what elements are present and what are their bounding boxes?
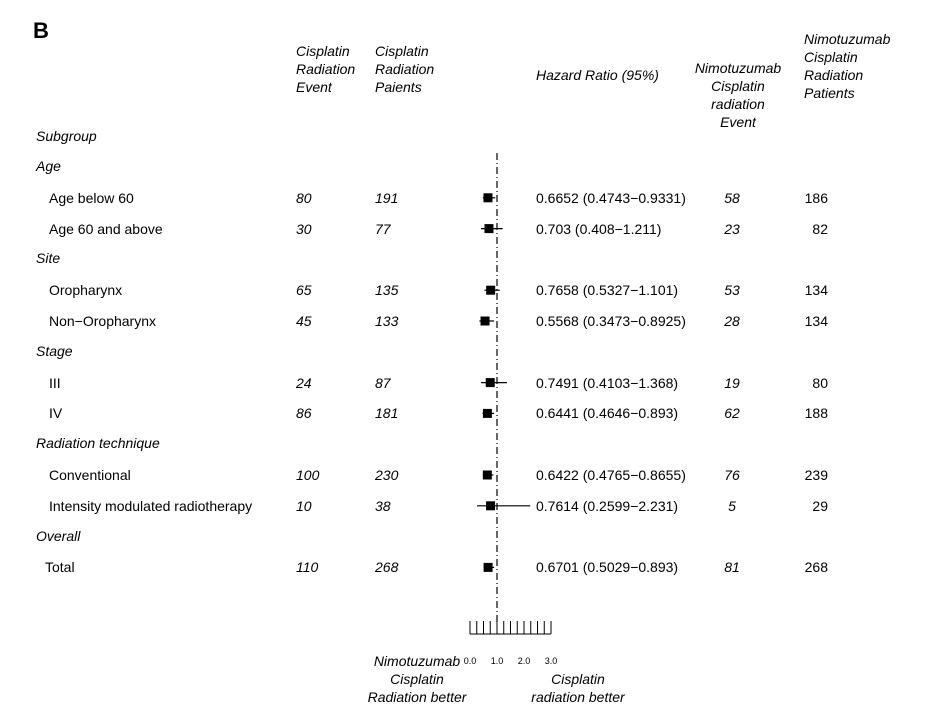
header-line: Cisplatin — [375, 43, 429, 59]
hazard-ratio-ci: 0.7614 (0.2599−2.231) — [536, 497, 679, 514]
cisplatin-event: 65 — [296, 282, 312, 299]
point-estimate — [486, 286, 495, 295]
header-line: Cisplatin — [804, 49, 858, 65]
nimotuzumab-patients: 134 — [804, 313, 828, 329]
nimotuzumab-patients: 82 — [812, 220, 828, 237]
subgroup-name: Oropharynx — [49, 282, 123, 299]
nimotuzumab-event: 76 — [724, 467, 740, 483]
header-line: Cisplatin — [711, 78, 765, 94]
nimotuzumab-patients: 134 — [804, 282, 828, 299]
group-label: Stage — [36, 342, 73, 359]
hazard-ratio-ci: 0.6422 (0.4765−0.8655) — [536, 467, 686, 483]
footer-line: Cisplatin — [390, 671, 444, 687]
point-estimate — [483, 471, 492, 480]
point-estimate — [481, 317, 490, 326]
subgroup-name: Total — [45, 559, 75, 576]
cisplatin-patients: 230 — [375, 467, 399, 483]
cisplatin-patients: 77 — [375, 220, 391, 237]
nimotuzumab-event: 28 — [724, 313, 740, 329]
hazard-ratio-ci: 0.6441 (0.4646−0.893) — [536, 405, 679, 422]
group-label: Site — [36, 250, 61, 267]
cisplatin-patients: 38 — [375, 497, 391, 514]
nimotuzumab-patients: 268 — [804, 559, 828, 576]
point-estimate — [486, 378, 495, 387]
cisplatin-patients: 133 — [375, 313, 399, 329]
footer-line: Radiation better — [367, 689, 467, 705]
header-line: Radiation — [375, 61, 435, 77]
footer-line: Nimotuzumab — [373, 653, 461, 669]
subgroup-name: Age below 60 — [49, 189, 134, 206]
header-line: radiation — [711, 96, 765, 112]
hazard-ratio-ci: 0.703 (0.408−1.211) — [536, 220, 662, 237]
point-estimate — [483, 409, 492, 418]
cisplatin-patients: 268 — [375, 559, 399, 576]
subgroup-name: Conventional — [49, 467, 131, 483]
cisplatin-event: 45 — [296, 313, 312, 329]
hazard-ratio-ci: 0.6701 (0.5029−0.893) — [536, 559, 679, 576]
footer-line: radiation better — [531, 689, 625, 705]
subgroup-name: IV — [49, 405, 63, 422]
group-label: Radiation technique — [36, 435, 160, 452]
x-tick-label: 3.0 — [544, 656, 558, 666]
group-label: Overall — [36, 527, 81, 544]
cisplatin-event: 24 — [296, 374, 312, 391]
header-hazard-ratio: Hazard Ratio (95%) — [536, 67, 659, 83]
point-estimate — [484, 563, 493, 572]
hazard-ratio-ci: 0.7658 (0.5327−1.101) — [536, 282, 679, 299]
label-nimotuzumab-better — [355, 652, 479, 706]
nimotuzumab-patients: 186 — [804, 189, 828, 206]
header-line: Event — [720, 114, 756, 130]
hazard-ratio-ci: 0.6652 (0.4743−0.9331) — [536, 189, 686, 206]
nimotuzumab-event: 19 — [724, 374, 740, 391]
nimotuzumab-event: 23 — [724, 220, 740, 237]
x-tick-label: 2.0 — [517, 656, 531, 666]
subgroup-name: Intensity modulated radiotherapy — [49, 497, 253, 514]
subgroup-label: Subgroup — [36, 128, 97, 144]
nimotuzumab-event: 58 — [724, 189, 740, 206]
header-line: Nimotuzumab — [694, 60, 782, 76]
header-line: Radiation — [296, 61, 356, 77]
nimotuzumab-event: 81 — [724, 559, 740, 576]
cisplatin-event: 100 — [296, 467, 320, 483]
point-estimate — [483, 193, 492, 202]
header-line: Nimotuzumab — [804, 31, 891, 47]
cisplatin-event: 110 — [296, 559, 319, 576]
point-estimate — [484, 224, 493, 233]
header-line: Radiation — [804, 67, 864, 83]
nimotuzumab-event: 53 — [724, 282, 740, 299]
subgroup-name: III — [49, 374, 61, 391]
label-cisplatin-better — [518, 670, 638, 706]
cisplatin-event: 80 — [296, 189, 312, 206]
nimotuzumab-event: 62 — [724, 405, 740, 422]
hazard-ratio-ci: 0.7491 (0.4103−1.368) — [536, 374, 679, 391]
nimotuzumab-event: 5 — [728, 497, 736, 514]
cisplatin-patients: 181 — [375, 405, 399, 422]
nimotuzumab-patients: 29 — [812, 497, 828, 514]
cisplatin-patients: 191 — [375, 189, 399, 206]
group-label: Age — [36, 158, 61, 174]
cisplatin-patients: 87 — [375, 374, 391, 391]
header-line: Cisplatin — [296, 43, 350, 59]
cisplatin-event: 10 — [296, 497, 312, 514]
hazard-ratio-ci: 0.5568 (0.3473−0.8925) — [536, 313, 686, 329]
subgroup-name: Non−Oropharynx — [49, 313, 157, 329]
header-line: Patients — [804, 85, 855, 101]
x-tick-label: 0.0 — [463, 656, 477, 666]
panel-label: B — [33, 18, 49, 43]
header-line: Paients — [375, 79, 422, 95]
nimotuzumab-patients: 80 — [812, 374, 828, 391]
nimotuzumab-patients: 239 — [804, 467, 828, 483]
cisplatin-event: 30 — [296, 220, 312, 237]
point-estimate — [486, 501, 495, 510]
cisplatin-patients: 135 — [375, 282, 399, 299]
cisplatin-event: 86 — [296, 405, 312, 422]
subgroup-name: Age 60 and above — [49, 220, 163, 237]
x-tick-label: 1.0 — [490, 656, 504, 666]
footer-line: Cisplatin — [551, 671, 605, 687]
nimotuzumab-patients: 188 — [804, 405, 828, 422]
header-line: Event — [296, 79, 332, 95]
